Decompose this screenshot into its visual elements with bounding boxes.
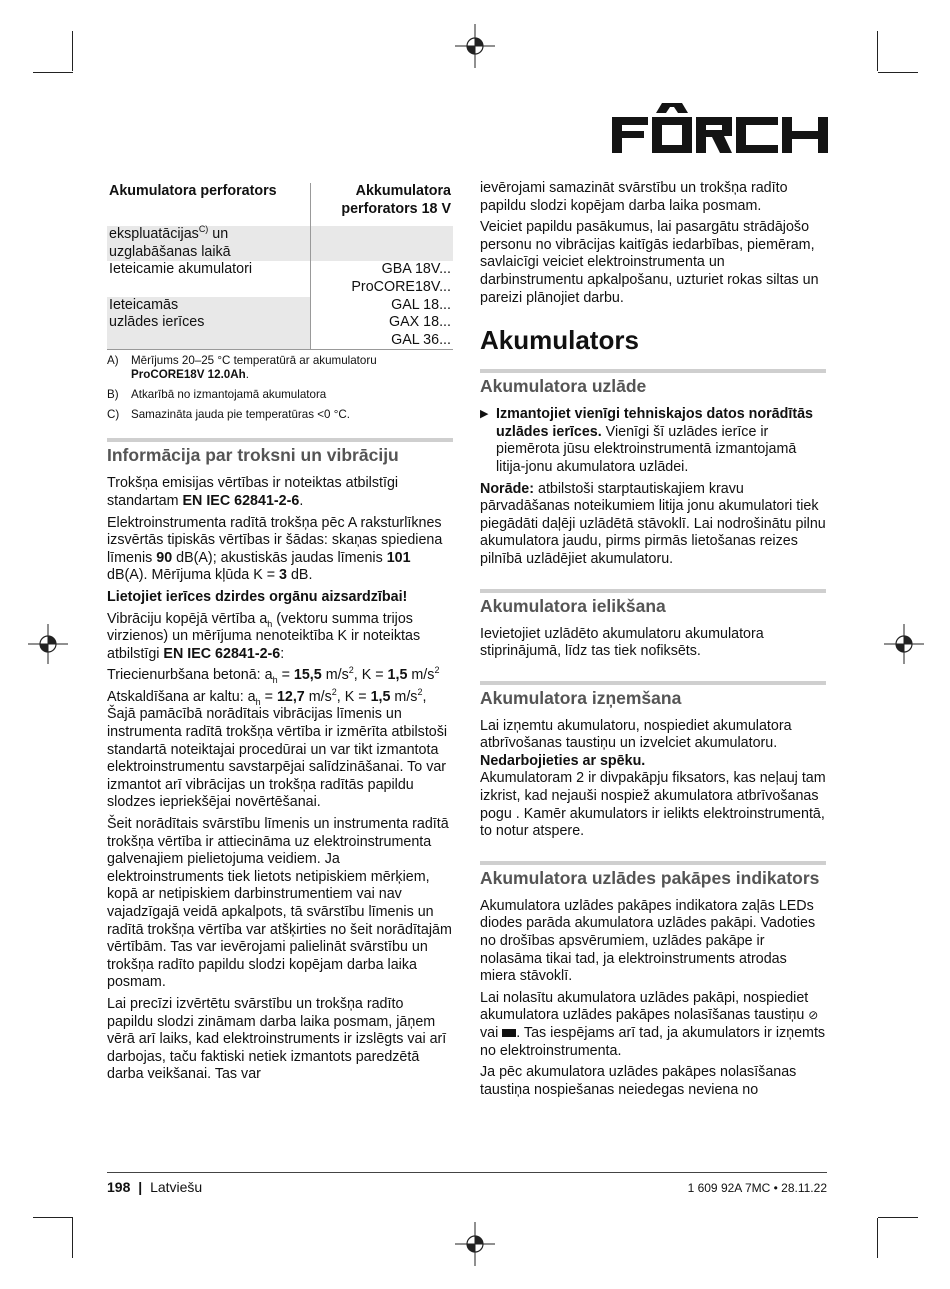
left-column — [107, 183, 453, 1088]
footer-left — [107, 1179, 202, 1195]
crop-mark — [877, 1218, 878, 1258]
bullet-item: ▶ Izmantojiet vienīgi tehniskajos datos norādītās uzlādes ierīces. Vienīgi šī uzlādes ierīce ir piemērota jūsu elektroinstrumentā izmantojamā litija-jonu akumulatora uzlādei. — [480, 406, 813, 475]
table-row — [107, 261, 453, 296]
section-heading: Akumulatora ielikšana — [480, 589, 826, 616]
paragraph: Vibrāciju kopējā vērtība $a_h$ (vektoru summa trijos virzienos) un mērījuma nenoteiktība K ir noteiktas atbilstīgi EN IEC 62841-2-6: — [107, 610, 421, 662]
page-footer — [107, 1172, 827, 1195]
paragraph: Lai nolasītu akumulatora uzlādes pakāpi, nospiediet akumulatora uzlādes pakāpes nolasīšanas taustiņu ⊘ vai . Tas iespējams arī tad, ja akumulators ir izņemts no elektroinstrumenta. — [480, 989, 826, 1059]
footer-language: Latviešu — [150, 1179, 203, 1195]
paragraph: Ievietojiet uzlādēto akumulatoru akumulatora stiprinājumā, līdz tas tiek nofiksēts. — [480, 625, 764, 660]
table-header-right: Akkumulatora perforators 18 V — [311, 183, 453, 226]
chapter-heading: Akumulators — [480, 325, 639, 356]
table-header-left: Akumulatora perforators — [109, 183, 277, 199]
section-heading: Akumulatora uzlāde — [480, 369, 826, 396]
table-header-row — [107, 183, 453, 226]
gauge-icon: ⊘ — [808, 1008, 819, 1023]
spec-table — [107, 183, 453, 349]
registration-mark-icon — [455, 1222, 495, 1266]
battery-indicator-icon — [502, 1029, 516, 1037]
crop-mark — [878, 1217, 918, 1218]
table-cell-label: ekspluatācijas$^{C)}$ un uzglabāšanas laikā — [107, 226, 311, 261]
footnote: B) Atkarībā no izmantojamā akumulatora — [107, 388, 327, 402]
table-cell-label: Ieteicamie akumulatori — [109, 261, 253, 278]
crop-mark — [33, 1217, 73, 1218]
footer-separator: | — [138, 1179, 143, 1195]
crop-mark — [72, 31, 73, 71]
footnote: C) Samazināta jauda pie temperatūras <0 °C. — [107, 408, 350, 422]
paragraph: Šeit norādītais svārstību līmenis un instrumenta radītā trokšņa vērtība ir attiecināma uz elektroinstrumenta galvenajiem pielietojuma veidiem. Ja elektroinstruments tiek lietots netipiskiem mērķiem, kopā ar netipiskiem darbinstrumentiem vai nav vajadzīgajā veidā apkalpots, tā svārstību līmenis un radītā trokšņa vērtība var atšķirties no šeit norādītajām vērtībām. Tas var ievērojami palielināt svārstību un trokšņa radīto papildu slodzi kopējam darba laika posmam. — [107, 816, 452, 991]
table-cell-value — [311, 226, 453, 261]
paragraph: Triecienurbšana betonā: $a_h = 15,5$ $m/s^2$, K = 1,5 $m/s^2$ — [107, 665, 440, 686]
footnote: A) Mērījums 20–25 °C temperatūrā ar akumulatoru ProCORE18V 12.0Ah. — [107, 354, 377, 382]
crop-mark — [878, 72, 918, 73]
paragraph: Akumulatora uzlādes pakāpes indikatora zaļās LEDs diodes parāda akumulatora uzlādes pakāpi. Vadoties no drošības apsvērumiem, uzlādes pakāpe ir nolasāma tikai tad, ja elektroinstruments atrodas miera stāvoklī. — [480, 897, 816, 985]
table-divider — [107, 349, 453, 350]
crop-mark — [72, 1218, 73, 1258]
paragraph: Akumulatoram 2 ir divpakāpju fiksators, kas neļauj tam izkrist, kad nejauši nospiež akumulatora atbrīvošanas pogu . Kamēr akumulators ir ielikts elektroinstrumentā, to notur atspere. — [480, 770, 826, 840]
paragraph: Elektroinstrumenta radītā trokšņa pēc A raksturlīknes izsvērtās tipiskās vērtības ir šādas: skaņas spiediena līmenis 90 dB(A); akustiskās jaudas līmenis 101 dB(A). Mērījuma kļūda K = 3 dB. — [107, 514, 443, 584]
paragraph: Atskaldīšana ar kaltu: $a_h = 12,7$ $m/s^2$, K = 1,5 $m/s^2$, — [107, 687, 427, 707]
note-paragraph: Norāde: atbilstoši starptautiskajiem kravu pārvadāšanas noteikumiem litija jonu akumulatori tiek piegādāti daļēji uzlādētā stāvoklī. Lai nodrošinātu pilnu akumulatora jaudu, pirms pirmās lietošanas reizes pilnībā uzlādējiet akumulatoru. — [480, 480, 826, 567]
paragraph: Lai izņemtu akumulatoru, nospiediet akumulatora atbrīvošanas taustiņu un izvelciet akumulatoru. Nedarbojieties ar spēku. — [480, 717, 792, 769]
section-heading: Akumulatora izņemšana — [480, 681, 826, 708]
registration-mark-icon — [28, 624, 68, 664]
page-number: 198 — [107, 1179, 131, 1195]
section-heading: Akumulatora uzlādes pakāpes indikators — [480, 861, 826, 888]
table-cell-value: GBA 18V... ProCORE18V... — [311, 261, 453, 296]
paragraph: Veiciet papildu pasākumus, lai pasargātu strādājošo personu no vibrācijas kaitīgās iedarbības, piemēram, savlaicīgi veiciet elektroinstrumenta un darbinstrumentu apkalpošanu, uzturiet rokas siltas un pareizi plānojiet darbu. — [480, 219, 819, 306]
right-column — [480, 180, 826, 1103]
paragraph: Trokšņa emisijas vērtības ir noteiktas atbilstīgi standartam EN IEC 62841-2-6. — [107, 475, 399, 509]
paragraph: Ja pēc akumulatora uzlādes pakāpes nolasīšanas taustiņa nospiešanas neiedegas neviena no — [480, 1064, 797, 1098]
bullet-triangle-icon: ▶ — [480, 408, 489, 421]
paragraph: ievērojami samazināt svārstību un trokšņa radīto papildu slodzi kopējam darba laika posmam. — [480, 180, 788, 214]
table-cell-value: GAL 18... GAX 18... GAL 36... — [311, 297, 453, 350]
warning-text: Lietojiet ierīces dzirdes orgānu aizsardzībai! — [107, 588, 408, 605]
registration-mark-icon — [455, 24, 495, 68]
crop-mark — [877, 31, 878, 71]
section-heading: Informācija par troksni un vibrāciju — [107, 438, 453, 465]
registration-mark-icon — [884, 624, 924, 664]
table-row — [107, 226, 453, 261]
footer-code: 1 609 92A 7MC • 28.11.22 — [687, 1181, 827, 1195]
crop-mark — [33, 72, 73, 73]
paragraph: Šajā pamācībā norādītais vibrācijas līmenis un instrumenta radītā trokšņa vērtība ir izmērīta atbilstoši standartā noteiktajai procedūrai un var tikt izmantota elektroinstrumentu savstarpējai salīdzināšanai. To var izmantot arī vibrācijas un trokšņa radītās papildu slodzes iepriekšējai novērtēšanai. — [107, 706, 448, 811]
table-row — [107, 297, 453, 350]
forch-logo — [612, 103, 828, 155]
table-cell-label: Ieteicamās uzlādes ierīces — [107, 297, 311, 350]
paragraph: Lai precīzi izvērtētu svārstību un trokšņa radīto papildu slodzi zināmam darba laika posmam, jāņem vērā arī laiks, kad elektroinstruments ir izslēgts vai arī darbojas, taču faktiski netiek izmantots paredzētā darba veikšanai. Tas var — [107, 995, 447, 1083]
